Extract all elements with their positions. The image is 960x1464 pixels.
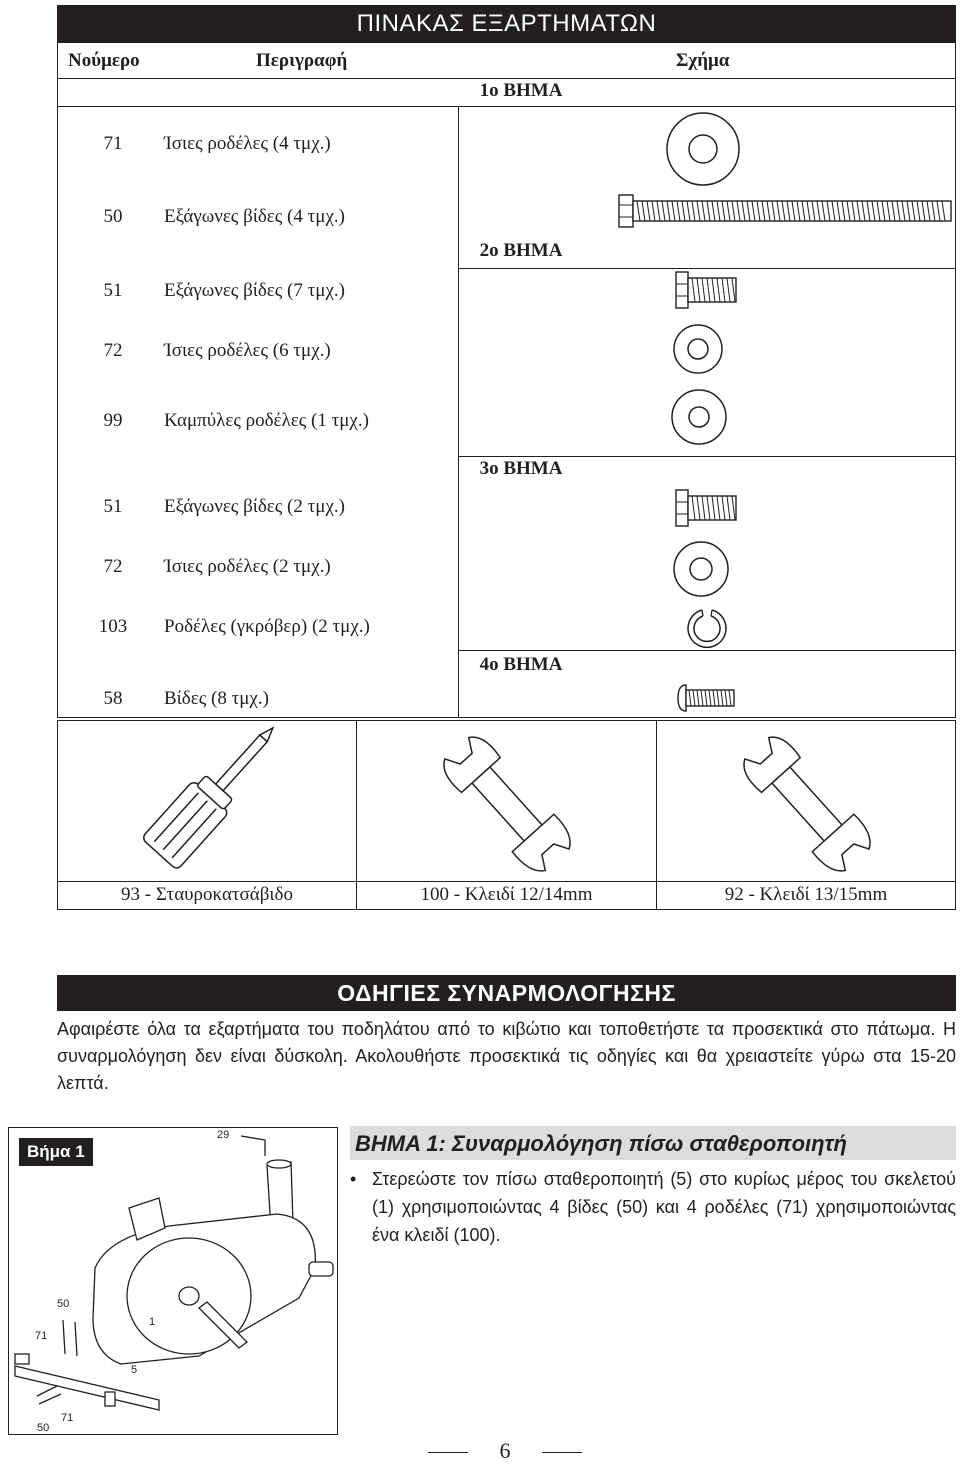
part-description: Ίσιες ροδέλες (6 τμχ.) [164,340,331,361]
wrench-icon [417,729,597,879]
diagram-label: 1 [149,1316,156,1328]
part-description: Εξάγωνες βίδες (7 τμχ.) [164,280,345,301]
bike-assembly-diagram [9,1128,337,1434]
step-1-bullet [350,1165,956,1249]
parts-table-title: ΠΙΝΑΚΑΣ ΕΞΑΡΤΗΜΑΤΩΝ [58,6,955,42]
step-2-label: 2ο ΒΗΜΑ [479,240,563,261]
diagram-label: 50 [57,1298,70,1310]
part-number: 72 [103,556,123,577]
instructions-title: ΟΔΗΓΙΕΣ ΣΥΝΑΡΜΟΛΟΓΗΣΗΣ [57,975,956,1011]
part-description: Βίδες (8 τμχ.) [164,688,269,709]
header-description: Περιγραφή [256,50,348,71]
parts-table [57,5,956,718]
step-3-label: 3ο ΒΗΜΑ [479,458,563,479]
divider [58,106,955,107]
part-description: Ίσιες ροδέλες (4 τμχ.) [164,133,331,154]
divider [58,78,955,79]
tools-table [57,720,956,910]
part-number: 99 [103,410,123,431]
diagram-label: 71 [61,1412,74,1424]
part-number: 51 [103,280,123,301]
flat-washer-icon [658,106,748,196]
part-number: 50 [103,206,123,227]
spring-washer-icon [682,606,732,650]
header-shape: Σχήμα [676,50,730,71]
button-head-screw-icon [676,682,738,714]
tool-label: 92 - Κλειδί 13/15mm [724,884,888,905]
part-description: Ίσιες ροδέλες (2 τμχ.) [164,556,331,577]
part-number: 51 [103,496,123,517]
part-description: Εξάγωνες βίδες (2 τμχ.) [164,496,345,517]
short-hex-bolt-icon [672,484,742,532]
diagram-label: 29 [217,1129,230,1141]
page-number: 6 [470,1438,540,1464]
curved-washer-icon [668,386,730,448]
wrench-icon [717,729,897,879]
short-hex-bolt-icon [672,266,742,314]
diagram-label: 5 [131,1364,138,1376]
divider [58,42,955,43]
long-hex-bolt-icon [613,189,958,235]
tool-screwdriver [58,721,356,909]
tool-label: 100 - Κλειδί 12/14mm [420,884,593,905]
part-description: Εξάγωνες βίδες (4 τμχ.) [164,206,345,227]
step-1-text: Στερεώστε τον πίσω σταθεροποιητή (5) στο κυρίως μέρος του σκελετού (1) χρησιμοποιώντας 4 βίδες (50) και 4 ροδέλες (71) χρησιμοποιώντας ένα κλειδί (100). [372,1169,956,1245]
flat-washer-icon [670,321,726,377]
tool-wrench-13-15 [657,721,955,909]
step-1-badge: Βήμα 1 [19,1138,93,1166]
step-1-label: 1ο ΒΗΜΑ [479,80,563,101]
tool-wrench-12-14 [357,721,656,909]
instructions-text: Αφαιρέστε όλα τα εξαρτήματα του ποδηλάτου από το κιβώτιο και τοποθετήστε τα προσεκτικά στο πάτωμα. Η συναρμολόγηση δεν είναι δύσκολη. Ακολουθήστε προσεκτικά τις οδηγίες και θα χρειαστείτε γύρω στα 15-20 λεπτά. [57,1019,956,1093]
part-number: 72 [103,340,123,361]
flat-washer-icon [670,538,732,600]
divider [458,106,459,718]
diagram-label: 71 [35,1330,48,1342]
tool-label: 93 - Σταυροκατσάβιδο [121,884,293,905]
step-1-heading: ΒΗΜΑ 1: Συναρμολόγηση πίσω σταθεροποιητή [350,1126,956,1160]
divider [458,650,956,651]
screwdriver-icon [128,725,288,875]
step-4-label: 4ο ΒΗΜΑ [479,654,563,675]
bullet-dot: • [350,1169,357,1189]
part-number: 71 [103,133,123,154]
step-1-diagram [8,1127,338,1435]
part-number: 103 [98,616,128,637]
divider [458,456,956,457]
part-number: 58 [103,688,123,709]
diagram-label: 50 [37,1422,50,1434]
part-description: Καμπύλες ροδέλες (1 τμχ.) [164,410,369,431]
part-description: Ροδέλες (γκρόβερ) (2 τμχ.) [164,616,370,637]
header-number: Νούμερο [68,50,140,71]
